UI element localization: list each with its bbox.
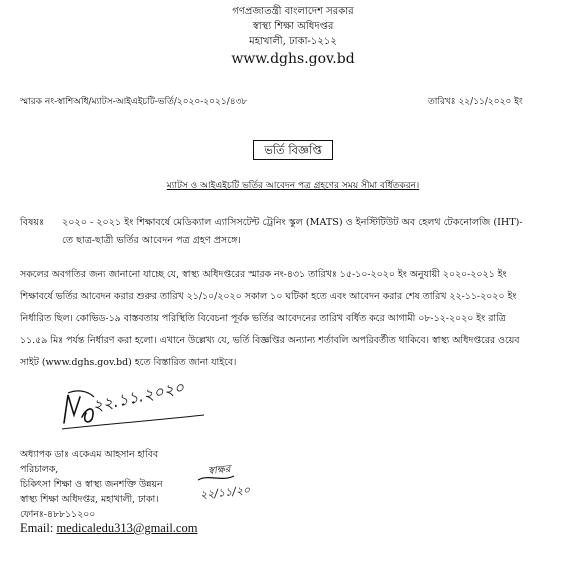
body-line-5: সাইট (www.dghs.gov.bd) হতে বিস্তারিত জানা যাইবে। [20, 357, 237, 368]
email-label: Email: [20, 521, 54, 535]
body-line-4: ১১.৫৯ মিঃ পর্যন্ত নির্ধারণ করা হলো। এখানে উল্লেখ্য যে, ভর্তি বিজ্ঞপ্তির অন্যান্য শর্তাবলি অপরিবর্তীত থাকিবে। স্বাস্থ্য অধিদপ্তরের ওয়েব [20, 335, 520, 346]
notice-title-wrap [0, 139, 586, 158]
email-link[interactable]: medicaledu313@gmail.com [56, 521, 198, 535]
govt-header-line: গণপ্রজাতন্ত্রী বাংলাদেশ সরকার [232, 6, 354, 17]
memo-number: স্মারক নং-স্বাশিঅধি/ম্যাটস-আইএইচটি-ভর্তি/২০২০-২০২১/৪৩৮ [20, 97, 248, 107]
stamp-date: ২২/১১/২০ [199, 483, 251, 502]
directorate-name: স্বাস্থ্য শিক্ষা অধিদপ্তর [252, 21, 334, 32]
signatory-designation: পরিচালক, [20, 464, 59, 475]
body-line-2: শিক্ষাবর্ষে ভর্তির আবেদন করার শুরুর তারিখ ২১/১০/২০২০ সকাল ১০ ঘটিকা হতে এবং আবেদন করার শেষ তারিখ ২২-১১-২০২০ ইং [20, 291, 517, 302]
signatory-name: অধ্যাপক ডাঃ একেএম আহসান হাবিব [20, 449, 159, 460]
signatory-office: স্বাস্থ্য শিক্ষা অধিদপ্তর, মহাখালী, ঢাকা। [20, 494, 159, 505]
subject-label: বিষয়ঃ [20, 217, 45, 228]
stamp-note: স্বাক্ষর [207, 463, 232, 478]
notice-title: ভর্তি বিজ্ঞপ্তি [253, 140, 333, 160]
email-row [20, 521, 197, 535]
body-line-1: সকলের অবগতির জন্য জানানো যাচ্ছে যে, স্বাস্থ্য অধিদপ্তরের স্মারক নং-৪৩১ তারিখঃ ১৫-১০-২০২০ ইং অনুযায়ী ২০২০-২০২১ ইং [20, 269, 507, 280]
body-line-3: নির্ধারিত ছিল। কোভিড-১৯ বাস্তবতায় পরিস্থিতি বিবেচনা পূর্বক ভর্তির আবেদনের তারিখ বর্ধিত করে আগামী ০৮-১২-২০২০ ইং রাত্রি [20, 313, 506, 324]
signatory-phone: ফোনঃ-৪৮৮১১২০০ [20, 509, 96, 520]
signatory-department: চিকিৎসা শিক্ষা ও স্বাস্থ্য জনশক্তি উন্নয়ন [20, 479, 163, 490]
notice-subtitle: ম্যাটস ও আইএইচটি ভর্তির আবেদন পত্র গ্রহণের সময় সীমা বর্ধিতকরন। [166, 181, 420, 191]
signature-date: ২২.১১.২০২০ [90, 377, 186, 416]
website-link[interactable]: www.dghs.gov.bd [231, 51, 355, 67]
memo-date: তারিখঃ ২২/১১/২০২০ ইং [428, 97, 523, 107]
subject-line-2: তে ছাত্র-ছাত্রী ভর্তির আবেদন পত্র গ্রহণ প্রসঙ্গে। [62, 235, 241, 246]
stamp-underline [196, 470, 236, 484]
subject-line-1: ২০২০ - ২০২১ ইং শিক্ষাবর্ষে মেডিক্যাল এ্যাসিসটেন্ট ট্রেনিং স্কুল (MATS) ও ইনস্টিটিউট অব হেলথ টেকনোলজি (IHT)- [62, 217, 523, 228]
address-line: মহাখালী, ঢাকা-১২১২ [249, 36, 337, 47]
